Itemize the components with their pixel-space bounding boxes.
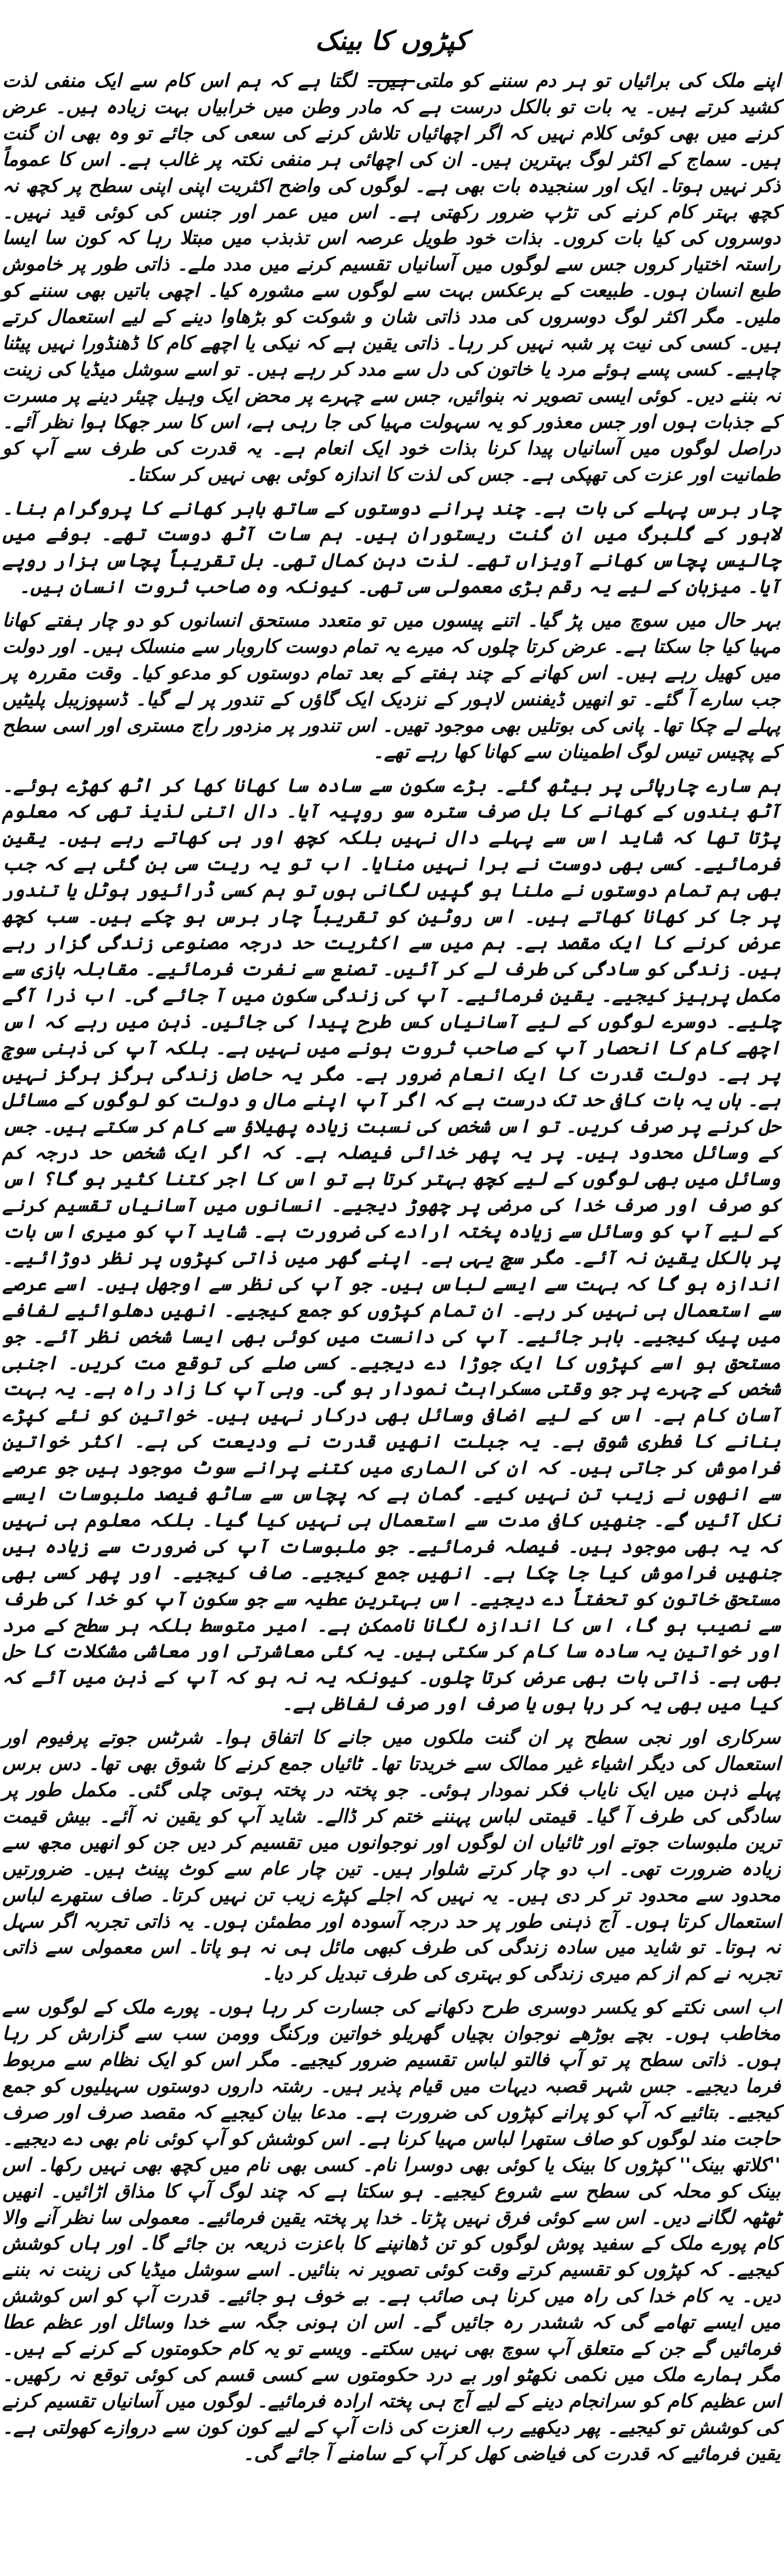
article-header <box>2 0 781 59</box>
paragraph-4: ہم سارے چارپائی پر بیٹھ گئے۔ بڑے سکون سے سادہ سا کھانا کھا کر اٹھ کھڑے ہوئے۔ آٹھ بندوں کے کھانے کا بل صرف سترہ سو روپیہ آیا۔ دال اتنی لذیذ تھی کہ معلوم پڑتا تھا کہ شاید اس سے پہلے دال نہیں بلکہ کچھ اور ہی کھاتے رہے ہیں۔ یقین فرمائیے۔ کسی بھی دوست نے برا نہیں منایا۔ اب تو یہ ریت سی بن گئی ہے کہ جب بھی ہم تمام دوستوں نے ملنا ہو گپیں لگانی ہوں تو ہم کسی ڈرائیور ہوٹل یا تندور پر جا کر کھانا کھاتے ہیں۔ اس روٹین کو تقریباً چار برس ہو چکے ہیں۔ سب کچھ عرض کرنے کا ایک مقصد ہے۔ ہم میں سے اکثریت حد درجہ مصنوعی زندگی گزار رہے ہیں۔ زندگی کو سادگی کی طرف لے کر آئیں۔ تصنع سے نفرت فرمائیے۔ مقابلہ بازی سے مکمل پرہیز کیجیے۔ یقین فرمائیے۔ آپ کی زندگی سکون میں آ جائے گی۔ اب ذرا آگے چلیے۔ دوسرے لوگوں کے لیے آسانیاں کس طرح پیدا کی جائیں۔ ذہن میں رہے کہ اس اچھے کام کا انحصار آپ کے صاحب ثروت ہونے میں نہیں ہے۔ بلکہ آپ کی ذہنی سوچ پر ہے۔ دولت قدرت کا ایک انعام ضرور ہے۔ مگر یہ حاصل زندگی ہرگز ہرگز نہیں ہے۔ ہاں یہ بات کافی حد تک درست ہے کہ اگر آپ اپنے مال و دولت کو لوگوں کے مسائل حل کرنے پر صرف کریں۔ تو اس شخص کی نسبت زیادہ پھیلاؤ سے کام کر سکتے ہیں۔ جس کے وسائل محدود ہیں۔ پر یہ پھر خدائی فیصلہ ہے۔ کہ اگر ایک شخص حد درجہ کم وسائل میں بھی لوگوں کے لیے کچھ بہتر کرتا ہے تو اس کا اجر کتنا کثیر ہو گا؟ اس کو صرف اور صرف خدا کی مرضی پر چھوڑ دیجیے۔ انسانوں میں آسانیاں تقسیم کرنے کے لیے آپ کو وسائل سے زیادہ پختہ ارادے کی ضرورت ہے۔ شاید آپ کو میری اس بات پر بالکل یقین نہ آئے۔ مگر سچ یہی ہے۔ اپنے گھر میں ذاتی کپڑوں پر نظر دوڑائیے۔ اندازہ ہو گا کہ بہت سے ایسے لباس ہیں۔ جو آپ کی نظر سے اوجھل ہیں۔ اسے عرصے سے استعمال ہی نہیں کر رہے۔ ان تمام کپڑوں کو جمع کیجیے۔ انھیں دھلوائیے لفافے میں پیک کیجیے۔ باہر جائیے۔ آپ کی دانست میں کوئی بھی ایسا شخص نظر آئے۔ جو مستحق ہو اسے کپڑوں کا ایک جوڑا دے دیجیے۔ کسی صلے کی توقع مت کریں۔ اجنبی شخص کے چہرے پر جو وقتی مسکراہٹ نمودار ہو گی۔ وہی آپ کا زاد راہ ہے۔ یہ بہت آسان کام ہے۔ اس کے لیے اضافی وسائل بھی درکار نہیں ہیں۔ خواتین کو نئے کپڑے بنانے کا فطری شوق ہے۔ یہ جبلت انھیں قدرت نے ودیعت کی ہے۔ اکثر خواتین فراموش کر جاتی ہیں۔ کہ ان کی الماری میں کتنے پرانے سوٹ موجود ہیں جو عرصے سے انھوں نے زیب تن نہیں کیے۔ گمان ہے کہ پچاس سے ساٹھ فیصد ملبوسات ایسے نکل آئیں گے۔ جنھیں کافی مدت سے استعمال ہی نہیں کیا گیا۔ بلکہ معلوم ہی نہیں کہ یہ بھی موجود ہیں۔ فیصلہ فرمائیے۔ جو ملبوسات آپ کی ضرورت سے زیادہ ہیں جنھیں فراموش کیا جا چکا ہے۔ انھیں جمع کیجیے۔ صاف کیجیے۔ اور پھر کسی بھی مستحق خاتون کو تحفتاً دے دیجیے۔ اس بہترین عطیہ سے جو سکون آپ کو خدا کی طرف سے نصیب ہو گا، اس کا اندازہ لگانا ناممکن ہے۔ امیر متوسط بلکہ ہر سطح کے مرد اور خواتین یہ سادہ سا کام کر سکتی ہیں۔ یہ کئی معاشرتی اور معاشی مشکلات کا حل بھی ہے۔ ذاتی بات بھی عرض کرتا چلوں۔ کیونکہ یہ نہ ہو کہ آپ کے ذہن میں آئے کہ کیا میں بھی یہ کر رہا ہوں یا صرف اور صرف لفاظی ہے۔ <box>2 773 781 1715</box>
paragraph-5: سرکاری اور نجی سطح پر ان گنت ملکوں میں جانے کا اتفاق ہوا۔ شرٹس جوتے پرفیوم اور استعمال کی دیگر اشیاء غیر ممالک سے خریدتا تھا۔ ٹائیاں جمع کرنے کا شوق بھی تھا۔ دس برس پہلے ذہن میں ایک نایاب فکر نمودار ہوئی۔ جو پختہ در پختہ ہوتی چلی گئی۔ مکمل طور پر سادگی کی طرف آ گیا۔ قیمتی لباس پہننے ختم کر ڈالے۔ شاید آپ کو یقین نہ آئے۔ بیش قیمت ترین ملبوسات جوتے اور ٹائیاں ان لوگوں اور نوجوانوں میں تقسیم کر دیں جن کو انھیں مجھ سے زیادہ ضرورت تھی۔ اب دو چار کرتے شلوار ہیں۔ تین چار عام سے کوٹ پینٹ ہیں۔ ضرورتیں محدود سے محدود تر کر دی ہیں۔ یہ نہیں کہ اجلے کپڑے زیب تن نہیں کرتا۔ صاف ستھرے لباس استعمال کرتا ہوں۔ آج ذہنی طور پر حد درجہ آسودہ اور مطمئن ہوں۔ یہ ذاتی تجربہ اگر سہل نہ ہوتا۔ تو شاید میں سادہ زندگی کی طرف کبھی مائل ہی نہ ہو پاتا۔ اس معمولی سے ذاتی تجربہ نے کم از کم میری زندگی کو بہتری کی طرف تبدیل کر دیا۔ <box>2 1726 781 1985</box>
paragraph-3: بہر حال میں سوچ میں پڑ گیا۔ اتنے پیسوں میں تو متعدد مستحق انسانوں کو دو چار ہفتے کھانا مہیا کیا جا سکتا ہے۔ عرض کرتا چلوں کہ میرے یہ تمام دوست کاروبار سے منسلک ہیں۔ اور دولت میں کھیل رہے ہیں۔ اس کھانے کے چند ہفتے کے بعد تمام دوستوں کو مدعو کیا۔ وقت مقررہ پر جب سارے آ گئے۔ تو انھیں ڈیفنس لاہور کے نزدیک ایک گاؤں کے تندور پر لے گیا۔ ڈسپوزیبل پلیٹیں پہلے لے چکا تھا۔ پانی کی بوتلیں بھی موجود تھیں۔ اس تندور پر مزدور راج مستری اور اسی سطح کے پچیس تیس لوگ اطمینان سے کھانا کھا رہے تھے۔ <box>2 609 781 763</box>
article-body <box>2 67 781 2467</box>
paragraph-2: چار برس پہلے کی بات ہے۔ چند پرانے دوستوں کے ساتھ باہر کھانے کا پروگرام بنا۔ لاہور کے گلبرگ میں ان گنت ریستوران ہیں۔ ہم سات آٹھ دوست تھے۔ بوفے میں چالیس پچاس کھانے آویزاں تھے۔ لذت دہن کمال تھی۔ بل تقریباً پچاس ہزار روپے آیا۔ میزبان کے لیے یہ رقم بڑی معمولی سی تھی۔ کیونکہ وہ صاحب ثروت انسان ہیں۔ <box>2 496 781 598</box>
article-title: کپڑوں کا بینک <box>315 25 468 56</box>
paragraph-6: اب اسی نکتے کو یکسر دوسری طرح دکھانے کی جسارت کر رہا ہوں۔ پورے ملک کے لوگوں سے مخاطب ہوں۔ بچے بوڑھے نوجوان بچیاں گھریلو خواتین ورکنگ وومن سب سے گزارش کر رہا ہوں۔ ذاتی سطح پر تو آپ فالتو لباس تقسیم ضرور کیجیے۔ مگر اس کو ایک نظام سے مربوط فرما دیجیے۔ جس شہر قصبہ دیہات میں قیام پذیر ہیں۔ رشتہ داروں دوستوں سہیلیوں کو جمع کیجیے۔ بتائیے کہ آپ کو پرانے کپڑوں کی ضرورت ہے۔ مدعا بیان کیجیے کہ مقصد صرف اور صرف حاجت مند لوگوں کو صاف ستھرا لباس مہیا کرنا ہے۔ اس کوشش کو آپ کوئی نام بھی دے دیجیے۔ ''کلاتھ بینک'' کپڑوں کا بینک یا کوئی بھی دوسرا نام۔ کسی بھی نام میں کچھ بھی نہیں رکھا۔ اس بینک کو محلہ کی سطح سے شروع کیجیے۔ ہو سکتا ہے کہ چند لوگ آپ کا مذاق اڑائیں۔ انھیں ٹھٹھہ لگانے دیں۔ اس سے کوئی فرق نہیں پڑتا۔ خدا پر پختہ یقین فرمائیے۔ معمولی سا نظر آنے والا کام پورے ملک کے سفید پوش لوگوں کو تن ڈھانپنے کا باعزت ذریعہ بن جائے گا۔ اور ہاں کوشش کیجیے۔ کہ کپڑوں کو تقسیم کرتے وقت کوئی تصویر نہ بنائیں۔ اسے سوشل میڈیا کی زینت نہ بننے دیں۔ یہ کام خدا کی راہ میں کرنا ہی صائب ہے۔ بے خوف ہو جائیے۔ قدرت آپ کو اس کوشش میں ایسے تھامے گی کہ ششدر رہ جائیں گے۔ اس ان ہونی جگہ سے خدا وسائل اور عظم عطا فرمائیں گے جن کے متعلق آپ سوچ بھی نہیں سکتے۔ ویسے تو یہ کام حکومتوں کے کرنے کے ہیں۔ مگر ہمارے ملک میں نکمی نکھٹو اور بے درد حکومتوں سے کسی قسم کی کوئی توقع نہ رکھیں۔ اس عظیم کام کو سرانجام دینے کے لیے آج ہی پختہ ارادہ فرمائیے۔ لوگوں میں آسانیاں تقسیم کرنے کی کوشش تو کیجیے۔ پھر دیکھیے رب العزت کی ذات آپ کے لیے کون کون سے دروازے کھولتی ہے۔ یقین فرمائیے کہ قدرت کی فیاضی کھل کر آپ کے سامنے آ جائے گی۔ <box>2 1996 781 2465</box>
paragraph-1: اپنے ملک کی برائیاں تو ہر دم سننے کو ملتی ہیں۔ لگتا ہے کہ ہم اس کام سے ایک منفی لذت کشید کرتے ہیں۔ یہ بات تو بالکل درست ہے کہ مادر وطن میں خرابیاں بہت زیادہ ہیں۔ عرض کرنے میں بھی کوئی کلام نہیں کہ اگر اچھائیاں تلاش کرنے کی سعی کی جائے تو وہ بھی ان گنت ہیں۔ سماج کے اکثر لوگ بہترین ہیں۔ ان کی اچھائی ہر منفی نکتہ پر غالب ہے۔ اس کا عموماً ذکر نہیں ہوتا۔ ایک اور سنجیدہ بات بھی ہے۔ لوگوں کی واضح اکثریت اپنی اپنی سطح پر کچھ نہ کچھ بہتر کام کرنے کی تڑپ ضرور رکھتی ہے۔ اس میں عمر اور جنس کی کوئی قید نہیں۔ دوسروں کی کیا بات کروں۔ بذات خود طویل عرصہ اس تذبذب میں مبتلا رہا کہ کون سا ایسا راستہ اختیار کروں جس سے لوگوں میں آسانیاں تقسیم کرنے میں مدد ملے۔ ذاتی طور پر خاموش طبع انسان ہوں۔ طبیعت کے برعکس بہت سے لوگوں سے مشورہ کیا۔ اچھی باتیں بھی سننے کو ملیں۔ مگر اکثر لوگ دوسروں کی مدد ذاتی شان و شوکت کو بڑھاوا دینے کے لیے استعمال کرتے ہیں۔ کسی کی نیت پر شبہ نہیں کر رہا۔ ذاتی یقین ہے کہ نیکی یا اچھے کام کا ڈھنڈورا نہیں پیٹنا چاہیے۔ کسی پسے ہوئے مرد یا خاتون کی دل سے مدد کر رہے ہیں۔ تو اسے سوشل میڈیا کی زینت نہ بننے دیں۔ کوئی ایسی تصویر نہ بنوائیں، جس سے چہرے پر محض ایک وہیل چیئر دینے پر مسرت کے جذبات ہوں اور جس معذور کو یہ سہولت مہیا کی جا رہی ہے، اس کا سر جھکا ہوا نظر آئے۔ دراصل لوگوں میں آسانیاں پیدا کرنا بذات خود ایک انعام ہے۔ یہ قدرت کی طرف سے آپ کو طمانیت اور عزت کی تھپکی ہے۔ جس کی لذت کا اندازہ کوئی بھی نہیں کر سکتا۔ <box>2 69 781 485</box>
article-column <box>2 0 781 2474</box>
